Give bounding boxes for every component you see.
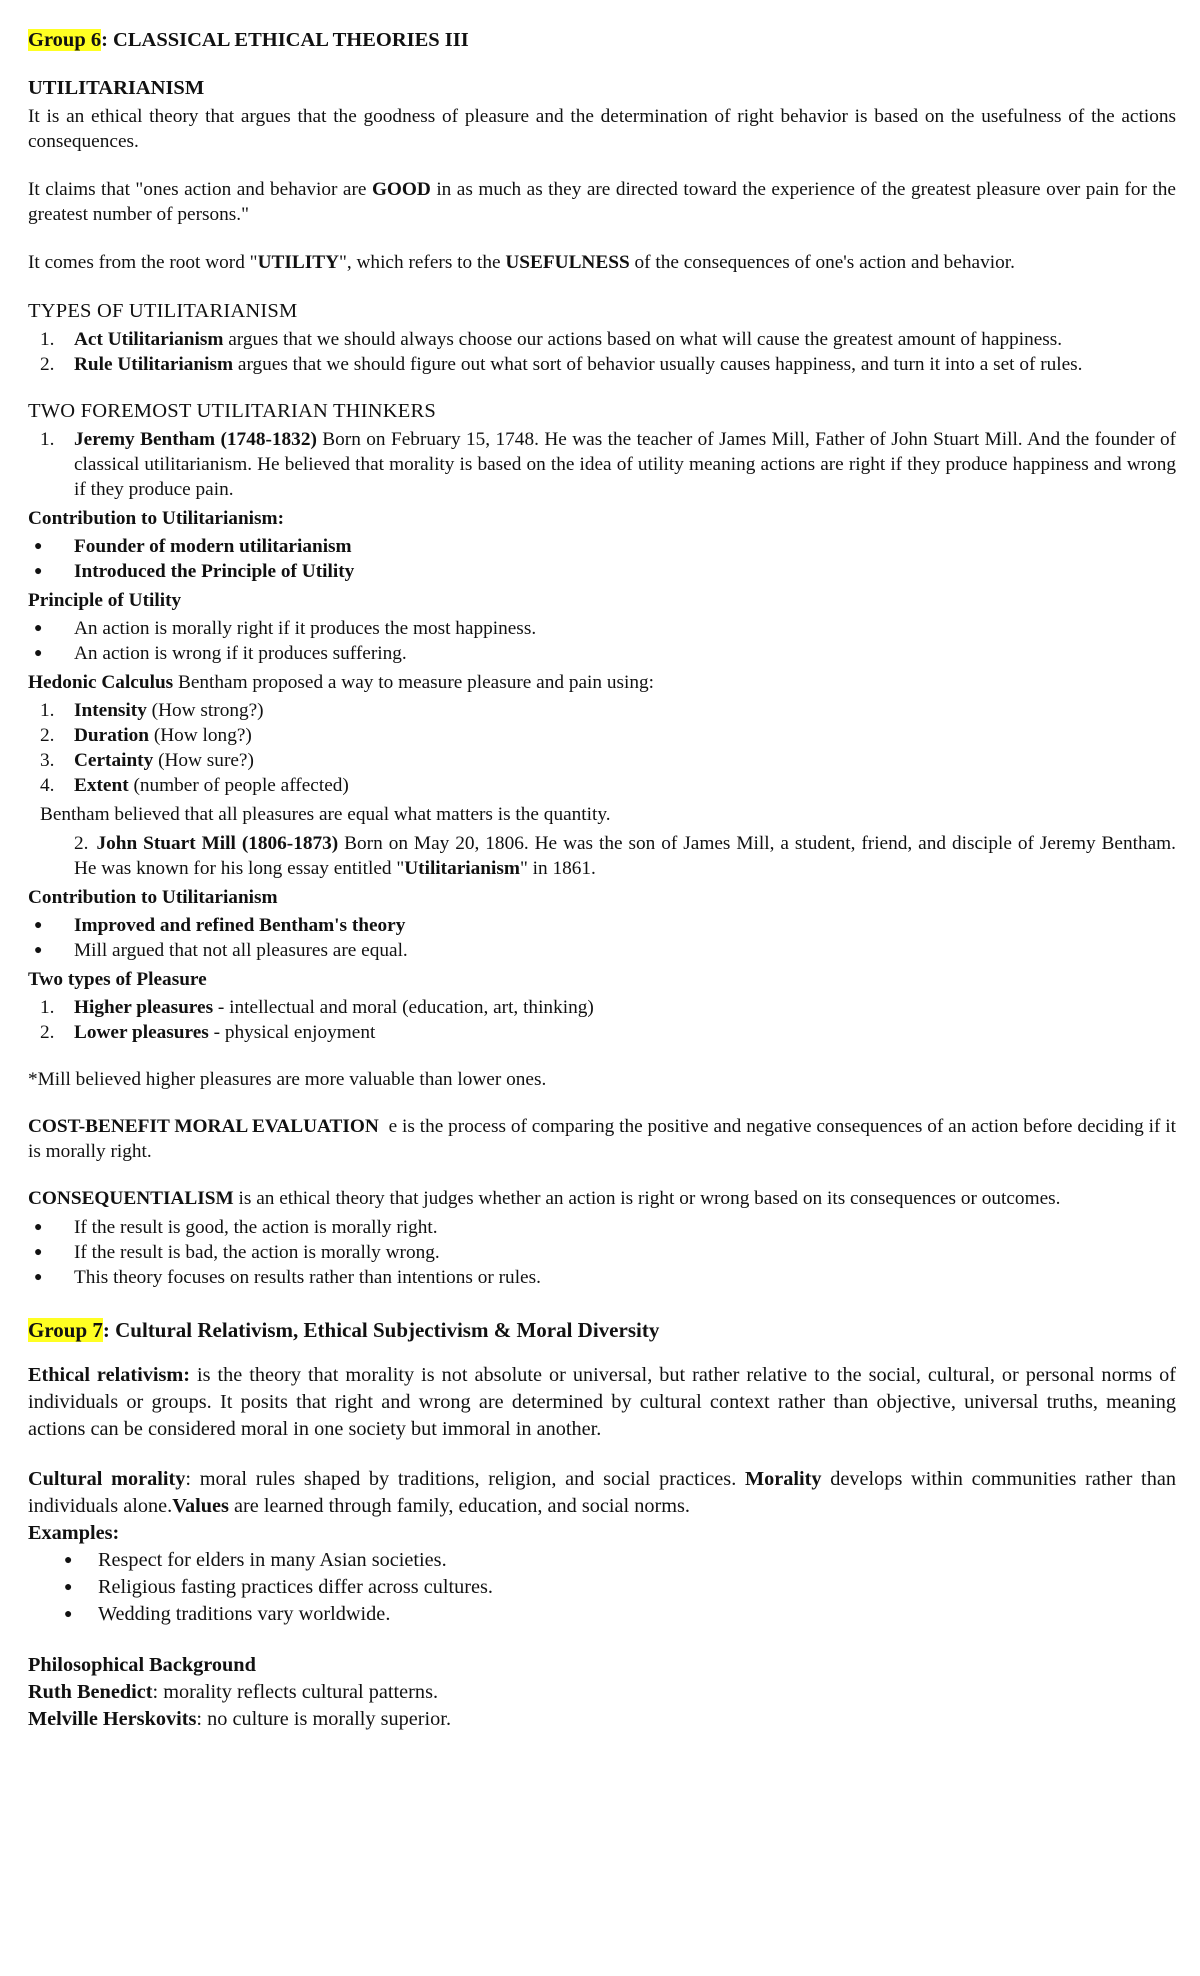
contribution-label-2: Contribution to Utilitarianism — [28, 887, 278, 908]
examples-list — [28, 1547, 1176, 1628]
cost-benefit-paragraph: COST-BENEFIT MORAL EVALUATION e is the process of comparing the positive and negative consequences of an action before deciding if it is morally right. — [28, 1116, 1181, 1162]
thinkers-list-2 — [28, 831, 1176, 881]
thinkers-list — [28, 427, 1176, 502]
types-list — [28, 327, 1176, 377]
types-heading: TYPES OF UTILITARIANISM — [28, 300, 298, 322]
list-item: 1. Intensity (How strong?) — [40, 700, 264, 721]
list-item: 4. Extent (number of people affected) — [40, 775, 349, 796]
philosophical-background-label: Philosophical Background — [28, 1654, 256, 1676]
list-item: ● An action is wrong if it produces suffering. — [34, 643, 407, 664]
cultural-morality-paragraph: Cultural morality: moral rules shaped by traditions, religion, and social practices. Morality develops within communities rather than individuals alone.Values are learned through family, education, and social norms. — [28, 1468, 1176, 1517]
group7-label: Group 7 — [28, 1318, 103, 1342]
hedonic-calculus: Hedonic Calculus Bentham proposed a way to measure pleasure and pain using: — [28, 672, 654, 693]
list-item: ● Founder of modern utilitarianism — [34, 536, 352, 557]
bentham-item: 1. Jeremy Bentham (1748-1832) Born on February 15, 1748. He was the teacher of James Mill, Father of John Stuart Mill. And the founder of classical utilitarianism. He believed that morality is based on the idea of utility meaning actions are right if they produce happiness and wrong if they produce pain. — [40, 429, 1177, 500]
utilitarianism-claim: It claims that "ones action and behavior are GOOD in as much as they are directed toward the experience of the greatest pleasure over pain for the greatest number of persons." — [28, 179, 1176, 225]
hedonic-list — [28, 698, 1176, 798]
list-item: 3. Certainty (How sure?) — [40, 750, 254, 771]
document-page — [28, 26, 1181, 1733]
list-item: ● Respect for elders in many Asian societies. — [64, 1549, 447, 1571]
list-item: ● Religious fasting practices differ across cultures. — [64, 1576, 493, 1598]
group6-label: Group 6 — [28, 29, 102, 51]
ruth-benedict-line: Ruth Benedict: morality reflects cultural patterns. — [28, 1681, 439, 1703]
contribution-list — [28, 534, 1176, 584]
pleasure-label: Two types of Pleasure — [28, 969, 207, 990]
list-item: ● If the result is good, the action is morally right. — [34, 1217, 438, 1238]
ethical-relativism-paragraph: Ethical relativism: is the theory that morality is not absolute or universal, but rather relative to the social, cultural, or personal norms of individuals or groups. It posits that right and wrong are determined by cultural context rather than objective, universal truths, meaning actions can be considered moral in one society but immoral in another. — [28, 1364, 1176, 1440]
list-item: ● This theory focuses on results rather than intentions or rules. — [34, 1267, 541, 1288]
group7-section — [28, 1316, 1176, 1733]
principle-list — [28, 616, 1176, 666]
principle-label: Principle of Utility — [28, 590, 182, 611]
list-item: 2. Lower pleasures - physical enjoyment — [40, 1022, 376, 1043]
mill-item: 2. John Stuart Mill (1806-1873) Born on May 20, 1806. He was the son of James Mill, a student, friend, and disciple of Jeremy Bentham. He was known for his long essay entitled "Utilitarianism" in 1861. — [74, 833, 1176, 879]
list-item: ● An action is morally right if it produces the most happiness. — [34, 618, 537, 639]
group6-title: Group 6: CLASSICAL ETHICAL THEORIES III — [28, 29, 469, 51]
utilitarianism-heading: UTILITARIANISM — [28, 77, 205, 99]
mill-note: *Mill believed higher pleasures are more valuable than lower ones. — [28, 1069, 547, 1090]
examples-label: Examples: — [28, 1522, 120, 1544]
list-item: ● Wedding traditions vary worldwide. — [64, 1603, 391, 1625]
contribution-list-2 — [28, 913, 1176, 963]
list-item: 2. Duration (How long?) — [40, 725, 252, 746]
group7-title: Group 7: Cultural Relativism, Ethical Subjectivism & Moral Diversity — [28, 1318, 660, 1342]
bentham-note: Bentham believed that all pleasures are equal what matters is the quantity. — [40, 804, 611, 825]
list-item: 1. Act Utilitarianism argues that we should always choose our actions based on what will cause the greatest amount of happiness. — [40, 329, 1063, 350]
thinkers-heading: TWO FOREMOST UTILITARIAN THINKERS — [28, 400, 436, 422]
consequentialism-paragraph: CONSEQUENTIALISM is an ethical theory that judges whether an action is right or wrong based on its consequences or outcomes. — [28, 1188, 1061, 1209]
utilitarianism-definition: It is an ethical theory that argues that the goodness of pleasure and the determination of right behavior is based on the usefulness of the actions consequences. — [28, 106, 1176, 152]
melville-herskovits-line: Melville Herskovits: no culture is morally superior. — [28, 1708, 452, 1730]
list-item: ● Improved and refined Bentham's theory — [34, 915, 406, 936]
list-item: ● Introduced the Principle of Utility — [34, 561, 355, 582]
list-item: ● Mill argued that not all pleasures are equal. — [34, 940, 408, 961]
list-item: 2. Rule Utilitarianism argues that we should figure out what sort of behavior usually causes happiness, and turn it into a set of rules. — [40, 354, 1083, 375]
list-item: 1. Higher pleasures - intellectual and moral (education, art, thinking) — [40, 997, 594, 1018]
consequentialism-list — [28, 1215, 1176, 1290]
utility-root-word: It comes from the root word "UTILITY", which refers to the USEFULNESS of the consequences of one's action and behavior. — [28, 252, 1015, 273]
list-item: ● If the result is bad, the action is morally wrong. — [34, 1242, 440, 1263]
contribution-label: Contribution to Utilitarianism: — [28, 508, 285, 529]
pleasure-list — [28, 995, 1176, 1045]
group6-section — [28, 26, 1181, 1290]
